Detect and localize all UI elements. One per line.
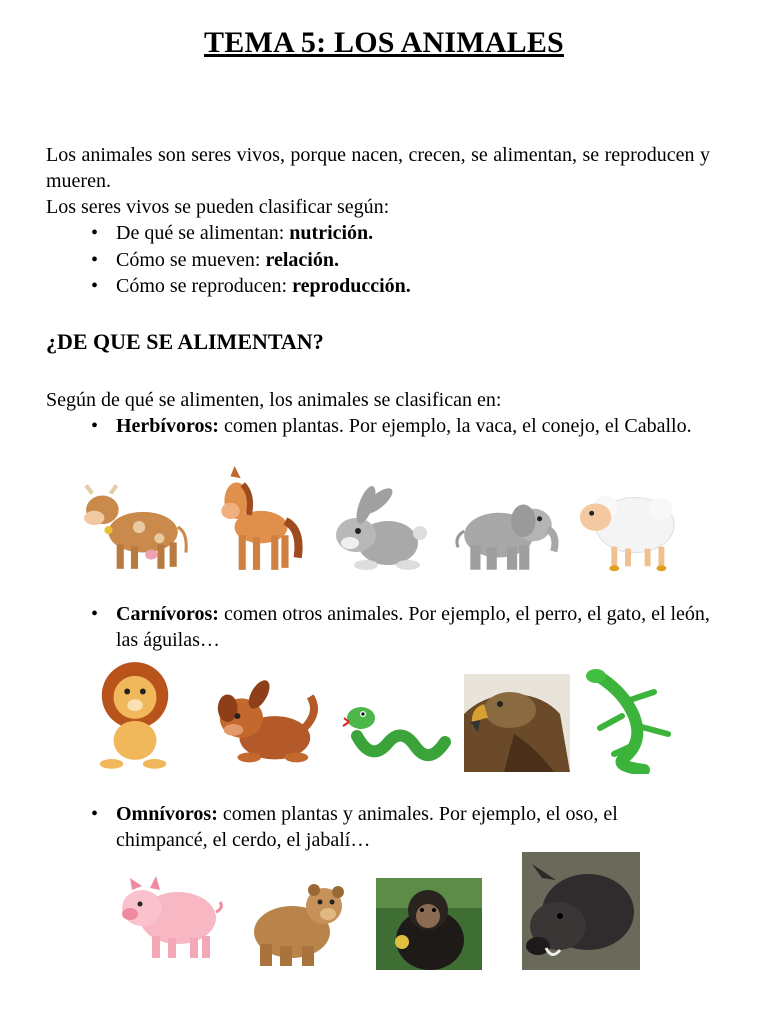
eagle-image	[464, 674, 570, 772]
section-intro: Según de qué se alimenten, los animales se clasifican en:	[46, 389, 502, 411]
sheep-image	[574, 482, 682, 574]
lizard-image	[584, 662, 680, 774]
cow-image	[80, 470, 192, 574]
category-label: Carnívoros:	[116, 603, 219, 625]
criteria-list	[46, 220, 710, 300]
lion-image	[92, 654, 180, 772]
category-herbivoros: • Herbívoros: comen plantas. Por ejemplo, la vaca, el conejo, el Caballo.	[91, 415, 692, 437]
intro-paragraph: Los animales son seres vivos, porque nacen, crecen, se alimentan, se reproducen y mueren.	[46, 144, 710, 192]
category-omnivoros: • Omnívoros: comen plantas y animales. Por ejemplo, el oso, el chimpancé, el cerdo, el jabalí…	[91, 803, 618, 851]
intro-classify-line: Los seres vivos se pueden clasificar según:	[46, 196, 390, 218]
category-label: Herbívoros:	[116, 415, 219, 437]
chimpanzee-image	[376, 878, 482, 970]
dog-image	[206, 672, 324, 772]
page-title: TEMA 5: LOS ANIMALES	[204, 26, 564, 59]
pig-image	[114, 868, 226, 968]
criteria-item: • Cómo se mueven: relación.	[91, 248, 339, 271]
boar-image	[522, 852, 640, 970]
criteria-item: • De qué se alimentan: nutrición.	[91, 222, 374, 244]
section-heading: ¿DE QUE SE ALIMENTAN?	[46, 329, 324, 354]
criteria-item: • Cómo se reproducen: reproducción.	[91, 275, 411, 297]
horse-image	[212, 464, 304, 576]
category-carnivoros: • Carnívoros: comen otros animales. Por ejemplo, el perro, el gato, el león, las águilas…	[91, 603, 710, 651]
snake-image	[340, 696, 452, 772]
rabbit-image	[322, 484, 432, 576]
bear-image	[242, 876, 350, 970]
elephant-image	[452, 484, 564, 576]
category-label: Omnívoros:	[116, 803, 218, 825]
